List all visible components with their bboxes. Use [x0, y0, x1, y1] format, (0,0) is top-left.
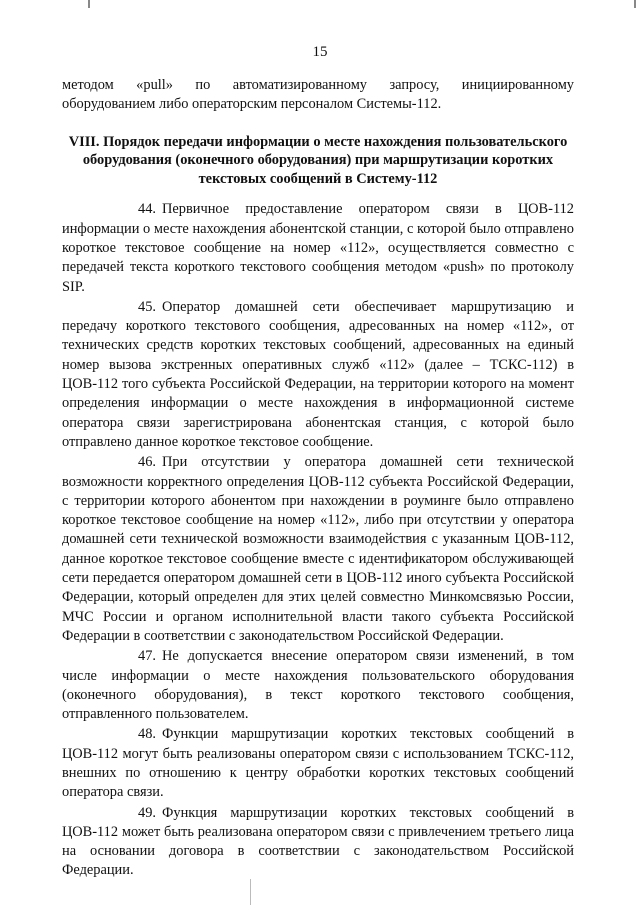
- paragraph-48: [62, 725, 574, 802]
- paragraph-number: 49.: [138, 804, 156, 821]
- paragraph-number: 44.: [138, 201, 156, 218]
- paragraph-44: [62, 200, 574, 296]
- scan-mark-left: [88, 0, 90, 8]
- paragraph-text: Не допускается внесение оператором связи изменений, в том числе информации о месте нахождения пользовательского оборудования (оконечного оборудования), в текст короткого текстового сообщения, отправленного пользователем.: [62, 648, 574, 723]
- paragraph-45: [62, 298, 574, 452]
- paragraph-text: Первичное предоставление оператором связи в ЦОВ-112 информации о месте нахождения абонентской станции, с которой было отправлено короткое текстовое сообщение на номер «112», осуществляется совместно с передачей текста короткого текстового сообщения методом «push» по протоколу SIP.: [62, 201, 574, 295]
- paragraph-number: 48.: [138, 726, 156, 743]
- paragraph-number: 47.: [138, 648, 156, 665]
- paragraph-number: 45.: [138, 298, 156, 315]
- paragraph-46: [62, 453, 574, 646]
- paragraph-text: Оператор домашней сети обеспечивает маршрутизацию и передачу короткого текстового сообщения, адресованных на номер «112», от технических средств коротких текстовых сообщений, адресованных на единый номер вызова экстренных оперативных служб «112» (далее – ТСКС-112) в ЦОВ-112 того субъекта Российской Федерации, на территории которого на момент определения информации о месте нахождения в информационной системе оператора связи зарегистрирована абонентская станция, с которой было отправлено данное короткое текстовое сообщение.: [62, 298, 574, 450]
- paragraph-text: Функции маршрутизации коротких текстовых сообщений в ЦОВ-112 могут быть реализованы оператором связи с использованием ТСКС-112, внешних по отношению к центру обработки коротких текстовых сообщений оператора связи.: [62, 726, 574, 801]
- paragraph-number: 46.: [138, 454, 156, 471]
- paragraph-49: [62, 804, 574, 881]
- page-number: 15: [312, 44, 328, 60]
- scan-artifact-line: [250, 879, 251, 905]
- intro-paragraph: методом «pull» по автоматизированному запросу, инициированному оборудованием либо операторским персоналом Системы-112.: [62, 77, 574, 113]
- document-body: [62, 76, 574, 882]
- paragraph-text: Функция маршрутизации коротких текстовых сообщений в ЦОВ-112 может быть реализована оператором связи с привлечением третьего лица на основании договора в соответствии с законодательством Российской Федерации.: [62, 804, 574, 879]
- paragraph-47: [62, 647, 574, 724]
- section-heading: VIII. Порядок передачи информации о месте нахождения пользовательского оборудования (оконечного оборудования) при маршрутизации коротких текстовых сообщений в Систему-112: [68, 133, 568, 187]
- paragraph-text: При отсутствии у оператора домашней сети технической возможности корректного определения ЦОВ-112 субъекта Российской Федерации, с территории которого абонентом при нахождении в роуминге было отправлено короткое текстовое сообщение на номер «112», либо при отсутствии у оператора домашней сети технической возможности взаимодействия с указанным ЦОВ-112, данное короткое текстовое сообщение вместе с идентификатором обслуживающей сети передается оператором домашней сети в ЦОВ-112 иного субъекта Российской Федерации, который определен для этих целей совместно Минкомсвязью России, МЧС России и органом исполнительной власти такого субъекта Российской Федерации в соответствии с законодательством Российской Федерации.: [62, 454, 574, 644]
- scan-mark-right: [634, 0, 636, 8]
